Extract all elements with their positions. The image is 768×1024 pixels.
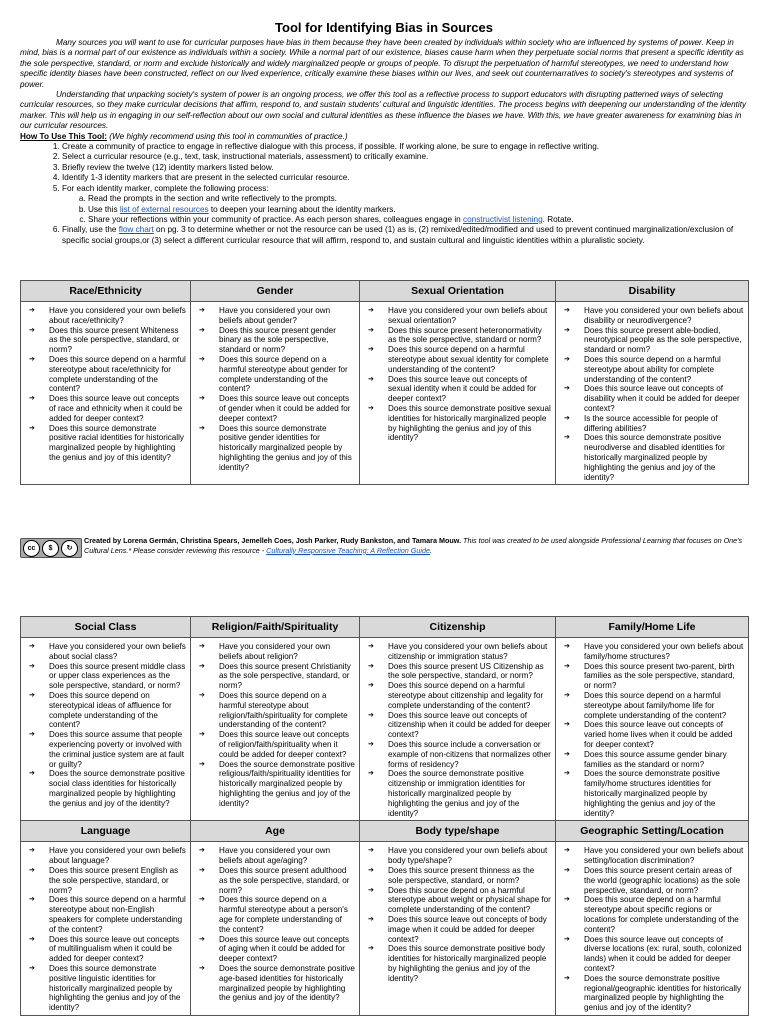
prompt-item: ➔ Does this source present English as the sole perspective, standard, or norm? [27, 866, 186, 895]
prompt-cell-language [21, 842, 191, 1016]
prompt-item: ➔ Does this source depend on a harmful stereotype about gender for complete understanding of the content? [197, 355, 355, 394]
howto-heading-line [20, 132, 748, 142]
prompt-cell-geographic-setting-location [556, 842, 749, 1016]
prompt-item: ➔ Does this source present adulthood as the sole perspective, standard, or norm? [197, 866, 355, 895]
prompt-item: ➔ Does this source present Christianity as the sole perspective, standard, or norm? [197, 662, 355, 691]
table-row [21, 302, 749, 485]
substep-text: . Rotate. [542, 214, 574, 224]
prompt-item: ➔ Does this source present able-bodied, neurotypical people as the sole perspective, standard or norm? [562, 326, 744, 355]
prompt-item: ➔ Does the source demonstrate positive social class identities for historically marginalized people by highlighting the genius and joy of the identity? [27, 769, 186, 808]
column-header-geographic-setting-location: Geographic Setting/Location [556, 821, 749, 842]
prompt-item: ➔ Have you considered your own beliefs about citizenship or immigration status? [366, 642, 551, 662]
prompt-cell-disability [556, 302, 749, 485]
prompt-cell-citizenship [360, 638, 556, 821]
identity-table-1 [20, 280, 749, 485]
authors-credit: Created by Lorena Germán, Christina Spears, Jemelleh Coes, Josh Parker, Rudy Bankston, and Tamara Mouw. [84, 536, 462, 545]
document-title: Tool for Identifying Bias in Sources [275, 20, 493, 35]
credits-note: This tool was created to be used alongside Professional Learning that focuses on One's Cultural Lens.* Please consider reviewing this resource - [84, 536, 743, 555]
column-header-religion-faith-spirituality: Religion/Faith/Spirituality [191, 617, 360, 638]
table-row [21, 842, 749, 1016]
prompt-item: ➔ Does this source depend on a harmful stereotype about citizenship and legality for complete understanding of the content? [366, 681, 551, 710]
prompt-cell-race-ethnicity [21, 302, 191, 485]
table-row [21, 638, 749, 821]
prompt-item: ➔ Does this source leave out concepts of gender when it could be added for deeper context? [197, 394, 355, 423]
column-header-sexual-orientation: Sexual Orientation [360, 281, 556, 302]
identity-table-2 [20, 616, 749, 1016]
prompt-item: ➔ Does this source leave out concepts of aging when it could be added for deeper context? [197, 935, 355, 964]
external-resources-link[interactable]: list of external resources [119, 204, 209, 214]
step-item [62, 184, 748, 226]
flow-chart-link[interactable]: flow chart [118, 225, 154, 235]
intro-paragraph: Understanding that unpacking society's system of power is an ongoing process, we offer this tool as a reflective process to support educators with disrupting patterned ways of selecting curricular resources, so they make curricular decisions that affirm, respond to, and sustain students' cultural and linguistic identities. The process begins with deepening our understanding of the identity marker. This will help us in engaging in our self-reflection about our own social and cultural identities as these influence the biases we have. With this, we have greater awareness for examining bias in our curricular resources. [20, 90, 747, 131]
prompt-item: ➔ Does the source demonstrate positive citizenship or immigration identities for historically marginalized people by highlighting the genius and joy of the identity? [366, 769, 551, 818]
prompt-item: ➔ Does this source depend on a harmful stereotype about a person's age for complete understanding of the content? [197, 895, 355, 934]
prompt-item: ➔ Does this source leave out concepts of multilingualism when it could be added for deeper context? [27, 935, 186, 964]
prompt-item: ➔ Does this source depend on a harmful stereotype about non-English speakers for complete understanding of the content? [27, 895, 186, 934]
prompt-item: ➔ Does this source present middle class or upper class experiences as the sole perspective, standard, or norm? [27, 662, 186, 691]
prompt-cell-body-type-shape [360, 842, 556, 1016]
constructivist-listening-link[interactable]: constructivist listening [463, 214, 543, 224]
substep-item [88, 205, 748, 215]
table-header-row [21, 617, 749, 638]
prompt-item: ➔ Does this source demonstrate positive sexual identities for historically marginalized people by highlighting the genius and joy of this identity? [366, 404, 551, 443]
prompt-list [27, 642, 186, 809]
substep-item: a. Read the prompts in the section and write reflectively to the prompts. [88, 194, 748, 204]
prompt-item: ➔ Does the source demonstrate positive age-based identities for historically marginalized people by highlighting the genius and joy of the identity? [197, 964, 355, 1003]
step-text: Finally, use the [62, 225, 119, 235]
column-header-social-class: Social Class [21, 617, 191, 638]
prompt-list [366, 306, 551, 443]
prompt-item: ➔ Does this source demonstrate positive gender identities for historically marginalized people by highlighting the genius and joy of this identity? [197, 424, 355, 473]
prompt-list [562, 306, 744, 482]
prompt-item: ➔ Does this source demonstrate positive racial identities for historically marginalized people by highlighting the genius and joy of this identity? [27, 424, 186, 463]
table-header-row [21, 281, 749, 302]
prompt-list [562, 642, 744, 818]
step-item: 1. Create a community of practice to engage in reflective dialogue with this process, if possible. If working alone, be sure to engage in reflective writing. [62, 142, 748, 152]
column-header-language: Language [21, 821, 191, 842]
credits-text: Created by Lorena Germán, Christina Spears, Jemelleh Coes, Josh Parker, Rudy Bankston, and Tamara Mouw. This tool was created to be used alongside Professional Learning that focuses on One's Cultural Lens.* Please consider reviewing this resource - Culturally Responsive Teaching: A Reflection Guide. [84, 536, 743, 555]
column-header-race-ethnicity: Race/Ethnicity [21, 281, 191, 302]
prompt-item: ➔ Have you considered your own beliefs about body type/shape? [366, 846, 551, 866]
prompt-item: ➔ Have you considered your own beliefs about setting/location discrimination? [562, 846, 744, 866]
substeps [62, 194, 748, 225]
prompt-item: ➔ Does this source depend on a harmful stereotype about weight or physical shape for complete understanding of the content? [366, 886, 551, 915]
step-item: 2. Select a curricular resource (e.g., text, task, instructional materials, assessment) to critically examine. [62, 152, 748, 162]
prompt-item: ➔ Have you considered your own beliefs about age/aging? [197, 846, 355, 866]
step-item: 3. Briefly review the twelve (12) identity markers listed below. [62, 163, 748, 173]
step-text: For each identity marker, complete the following process: [62, 183, 269, 193]
prompt-item: ➔ Have you considered your own beliefs about race/ethnicity? [27, 306, 186, 326]
prompt-cell-religion-faith-spirituality [191, 638, 360, 821]
prompt-cell-sexual-orientation [360, 302, 556, 485]
prompt-item: ➔ Does this source demonstrate positive linguistic identities for historically marginalized people by highlighting the genius and joy of the identity? [27, 964, 186, 1013]
prompt-list [197, 642, 355, 809]
prompt-list [562, 846, 744, 1013]
prompt-item: ➔ Does this source leave out concepts of religion/faith/spirituality when it could be added for deeper context? [197, 730, 355, 759]
reflection-guide-link[interactable]: Culturally Responsive Teaching: A Reflection Guide [266, 545, 430, 555]
howto-heading: How To Use This Tool: [20, 131, 108, 141]
prompt-item: ➔ Does this source leave out concepts of sexual identity when it could be added for deeper context? [366, 375, 551, 404]
prompt-item: ➔ Does this source depend on a harmful stereotype about specific regions or locations for complete understanding of the content? [562, 895, 744, 934]
prompt-cell-gender [191, 302, 360, 485]
prompt-item: ➔ Does the source demonstrate positive family/home structures identities for historically marginalized people by highlighting the genius and joy of the identity? [562, 769, 744, 818]
intro-section [20, 38, 748, 246]
prompt-item: ➔ Does this source assume that people experiencing poverty or involved with the criminal justice system are at fault or guilty? [27, 730, 186, 769]
prompt-list [197, 846, 355, 1003]
column-header-citizenship: Citizenship [360, 617, 556, 638]
howto-steps [20, 142, 748, 246]
prompt-item: ➔ Does the source demonstrate positive religious/faith/spirituality identities for historically marginalized people by highlighting the genius and joy of the identity? [197, 760, 355, 809]
prompt-item: ➔ Does this source demonstrate positive neurodiverse and disabled identities for historically marginalized people by highlighting the genius and joy of the identity? [562, 433, 744, 482]
column-header-age: Age [191, 821, 360, 842]
prompt-item: ➔ Does this source depend on stereotypical ideas of affluence for complete understanding of the content? [27, 691, 186, 730]
prompt-item: ➔ Have you considered your own beliefs about social class? [27, 642, 186, 662]
prompt-item: ➔ Does this source leave out concepts of varied home lives when it could be added for deeper context? [562, 720, 744, 749]
column-header-disability: Disability [556, 281, 749, 302]
prompt-item: ➔ Have you considered your own beliefs about disability or neurodivergence? [562, 306, 744, 326]
prompt-item: ➔ Does this source leave out concepts of citizenship when it could be added for deeper context? [366, 711, 551, 740]
prompt-item: ➔ Have you considered your own beliefs about religion? [197, 642, 355, 662]
column-header-body-type-shape: Body type/shape [360, 821, 556, 842]
prompt-item: ➔ Does this source present gender binary as the sole perspective, standard or norm? [197, 326, 355, 355]
substep-item [88, 215, 748, 225]
prompt-item: ➔ Does this source present US Citizenship as the sole perspective, standard, or norm? [366, 662, 551, 682]
table-header-row [21, 821, 749, 842]
intro-paragraph: Many sources you will want to use for curricular purposes have bias in them because they have been created by individuals within society who are influenced by systems of power. Keep in mind, bias is a normal part of our existence as individuals within a society. While a normal part of our existence, biases cause harm when they perpetuate social norms that present a specific identity as the sole perspective, standard, or norm and exclude historically and widely marginalized people or groups of people. To disrupt the perpetuation of harmful stereotypes, we need to understand how specific identity biases have been constructed, reflect on our lived experience, critically examine these biases within our lives, and seek out counternarratives to society's stereotypes and systems of power. [20, 38, 744, 89]
prompt-item: ➔ Does this source depend on a harmful stereotype about race/ethnicity for complete understanding of the content? [27, 355, 186, 394]
prompt-item: ➔ Does this source assume gender binary families as the standard or norm? [562, 750, 744, 770]
howto-note: (We highly recommend using this tool in communities of practice.) [107, 131, 348, 141]
prompt-item: ➔ Is the source accessible for people of differing abilities? [562, 414, 744, 434]
prompt-cell-family-home-life [556, 638, 749, 821]
prompt-item: ➔ Does this source present Whiteness as the sole perspective, standard, or norm? [27, 326, 186, 355]
substep-text: to deepen your learning about the identity markers. [208, 204, 396, 214]
column-header-family-home-life: Family/Home Life [556, 617, 749, 638]
prompt-list [27, 306, 186, 463]
substep-text: Share your reflections within your community of practice. As each person shares, colleagues engage in [88, 214, 464, 224]
prompt-item: ➔ Does this source leave out concepts of body image when it could be added for deeper context? [366, 915, 551, 944]
prompt-item: ➔ Does this source leave out concepts of diverse locations (ex: rural, south, colonized lands) when it could be added for deeper context? [562, 935, 744, 974]
step-text: on pg. 3 to determine whether or not the resource can be used (1) as is, (2) remixed/edited/modified and used to prevent continued marginalization/exclusion of specific social groups,or (3) select a different curricular resource that will affirm, respond to, and sustain cultural and linguistic identities within a pluralistic society. [62, 225, 734, 245]
prompt-list [366, 846, 551, 983]
prompt-list [366, 642, 551, 818]
creative-commons-icon: cc $ ↻ [20, 538, 82, 558]
prompt-list [27, 846, 186, 1013]
prompt-item: ➔ Does this source leave out concepts of race and ethnicity when it could be added for deeper context? [27, 394, 186, 423]
prompt-item: ➔ Does this source demonstrate positive body identities for historically marginalized people by highlighting the genius and joy of the identity? [366, 944, 551, 983]
prompt-item: ➔ Does this source include a conversation or example of non-citizens that normalizes other forms of residency? [366, 740, 551, 769]
prompt-item: ➔ Does this source depend on a harmful stereotype about family/home life for complete understanding of the content? [562, 691, 744, 720]
prompt-item: ➔ Does this source present two-parent, birth families as the sole perspective, standard, or norm? [562, 662, 744, 691]
credits-footer [20, 536, 748, 555]
prompt-item: ➔ Have you considered your own beliefs about sexual orientation? [366, 306, 551, 326]
prompt-item: ➔ Does this source present heteronormativity as the sole perspective, standard or norm? [366, 326, 551, 346]
prompt-item: ➔ Does the source demonstrate positive regional/geographic identities for historically marginalized people by highlighting the genius and joy of the identity? [562, 974, 744, 1013]
substep-text: Use this [88, 204, 120, 214]
step-item [62, 225, 748, 246]
prompt-item: ➔ Does this source present thinness as the sole perspective, standard, or norm? [366, 866, 551, 886]
prompt-item: ➔ Does this source depend on a harmful stereotype about ability for complete understanding of the content? [562, 355, 744, 384]
prompt-item: ➔ Does this source present certain areas of the world (geographic locations) as the sole perspective, standard, or norm? [562, 866, 744, 895]
prompt-cell-social-class [21, 638, 191, 821]
step-item: 4. Identify 1-3 identity markers that are present in the selected curricular resource. [62, 173, 748, 183]
prompt-item: ➔ Have you considered your own beliefs about gender? [197, 306, 355, 326]
prompt-list [197, 306, 355, 473]
prompt-item: ➔ Have you considered your own beliefs about language? [27, 846, 186, 866]
column-header-gender: Gender [191, 281, 360, 302]
prompt-item: ➔ Does this source depend on a harmful stereotype about sexual identity for complete understanding of the content? [366, 345, 551, 374]
prompt-cell-age [191, 842, 360, 1016]
prompt-item: ➔ Have you considered your own beliefs about family/home structures? [562, 642, 744, 662]
prompt-item: ➔ Does this source leave out concepts of disability when it could be added for deeper context? [562, 384, 744, 413]
prompt-item: ➔ Does this source depend on a harmful stereotype about religion/faith/spirituality for complete understanding of the content? [197, 691, 355, 730]
